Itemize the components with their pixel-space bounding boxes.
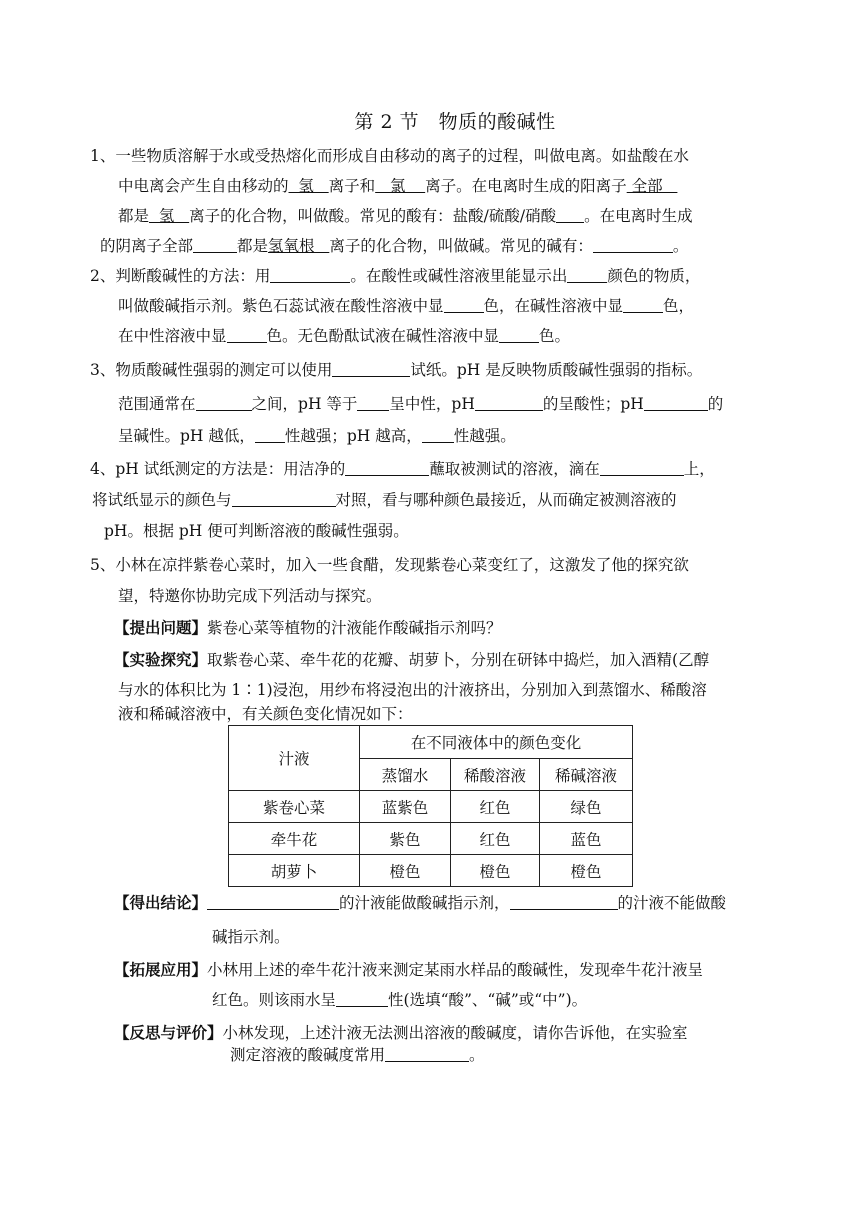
q3-text: 性越强。 [453,427,516,445]
blank[interactable] [345,459,429,476]
table-group-header: 在不同液体中的颜色变化 [360,726,633,759]
q5-text: 紫卷心菜等植物的汁液能作酸碱指示剂吗？ [207,619,502,637]
blank[interactable] [556,206,584,223]
q5-text: 小林用上述的牵牛花汁液来测定某雨水样品的酸碱性，发现牵牛花汁液呈 [207,961,704,979]
q2-text: 色。 [539,327,571,345]
blank[interactable] [644,394,708,411]
blank[interactable] [510,893,618,910]
q5-question-line [114,618,502,638]
q2-text: 叫做酸碱指示剂。紫色石蕊试液在酸性溶液中显 [118,297,444,315]
table-cell: 橙色 [360,855,451,887]
q2-line-2 [118,296,694,316]
q5-conclusion-line-2 [212,927,290,947]
section-tag-application: 【拓展应用】 [114,960,208,979]
q1-text: 1、一些物质溶解于水或受热熔化而形成自由移动的离子的过程，叫做电离。如盐酸在水 [90,147,689,165]
q1-line-2 [118,176,677,196]
table-corner-header: 汁液 [229,726,360,791]
q5-text: 测定溶液的酸碱度常用 [230,1046,386,1064]
table-cell: 紫色 [360,823,451,855]
q3-text: 的呈酸性；pH [542,395,644,413]
q1-text: 中电离会产生自由移动的 [118,177,289,195]
q4-text: 上， [683,460,715,478]
q1-text: 离子。在电离时生成的阳离子 [425,177,627,195]
table-row [229,823,633,855]
q5-text: 性(选填“酸”、“碱”或“中”)。 [388,991,588,1009]
q2-text: 色， [663,297,695,315]
q5-experiment-line-2 [118,680,707,700]
q4-line-2 [92,490,677,510]
blank[interactable] [385,1045,469,1062]
blank[interactable] [227,326,267,343]
q5-experiment-line-3 [118,704,413,724]
q1-line-1 [90,146,689,166]
answer-hydrogen-2: 氢 [149,207,190,225]
q3-text: 的 [707,395,724,413]
q2-text: 色，在碱性溶液中显 [483,297,624,315]
q5-conclusion-line-1 [114,893,726,913]
q5-text: 5、小林在凉拌紫卷心菜时，加入一些食醋，发现紫卷心菜变红了，这激发了他的探究欲 [90,556,689,574]
row-header: 紫卷心菜 [229,791,360,823]
q3-text: 呈中性，pH [389,395,475,413]
blank[interactable] [422,426,454,443]
q4-line-3 [104,521,409,541]
blank[interactable] [357,394,389,411]
table-cell: 红色 [451,791,540,823]
blank[interactable] [332,360,410,377]
answer-all: 全部 [626,177,678,195]
blank[interactable] [193,236,237,253]
q5-reflection-line-2 [230,1045,485,1065]
q2-line-3 [118,326,570,346]
q5-application-line-1 [114,960,703,980]
q5-text: 小林发现，上述汁液无法测出溶液的酸碱度，请你告诉他，在实验室 [222,1024,688,1042]
table-cell: 红色 [451,823,540,855]
blank[interactable] [336,990,388,1007]
q1-text: 都是 [118,207,150,225]
answer-chlorine: 氯 [375,177,426,195]
q3-text: 之间，pH 等于 [251,395,358,413]
q1-text: 离子的化合物，叫做碱。常见的碱有： [329,237,593,255]
row-header: 胡萝卜 [229,855,360,887]
table-header-row [229,726,633,759]
blank[interactable] [444,296,484,313]
q4-text: 将试纸显示的颜色与 [92,491,232,509]
table-cell: 蓝色 [540,823,633,855]
q2-text: 2、判断酸碱性的方法：用 [90,267,271,285]
q5-text: 望，特邀你协助完成下列活动与探究。 [118,587,382,605]
table-cell: 橙色 [540,855,633,887]
q3-line-3 [118,426,516,446]
q3-text: 3、物质酸碱性强弱的测定可以使用 [90,361,333,379]
answer-hydroxide: 氢氧根 [268,237,330,255]
section-tag-experiment: 【实验探究】 [114,650,208,669]
table-row [229,855,633,887]
q1-text: 离子和 [328,177,376,195]
blank[interactable] [475,394,543,411]
q1-text: 离子的化合物，叫做酸。常见的酸有：盐酸/硫酸/硝酸 [189,207,557,225]
q4-text: 4、pH 试纸测定的方法是：用洁净的 [90,460,346,478]
q3-line-1 [90,360,702,380]
blank[interactable] [600,459,684,476]
q4-text: 蘸取被测试的溶液，滴在 [429,460,600,478]
q5-text: 红色。则该雨水呈 [212,991,337,1009]
section-tag-reflection: 【反思与评价】 [114,1023,223,1042]
q2-text: 。在酸性或碱性溶液里能显示出 [350,267,568,285]
blank[interactable] [270,266,350,283]
column-header: 稀酸溶液 [451,759,540,791]
q5-reflection-line-1 [114,1023,688,1043]
blank[interactable] [232,490,336,507]
q5-text: 与水的体积比为 1∶1)浸泡，用纱布将浸泡出的汁液挤出，分别加入到蒸馏水、稀酸溶 [118,681,707,699]
blank[interactable] [567,266,607,283]
q1-text: 。在电离时生成 [584,207,693,225]
section-tag-conclusion: 【得出结论】 [114,893,208,912]
q4-line-1 [90,459,715,479]
q5-line-2 [118,586,382,606]
blank[interactable] [207,893,339,910]
page-title: 第 2 节 物质的酸碱性 [354,111,556,133]
q3-text: 范围通常在 [118,395,196,413]
q2-text: 颜色的物质， [607,267,701,285]
q2-text: 色。无色酚酞试液在碱性溶液中显 [266,327,500,345]
q1-text: 。 [672,237,689,255]
blank[interactable] [623,296,663,313]
q1-text: 都是 [237,237,269,255]
section-tag-ask: 【提出问题】 [114,618,208,637]
q1-line-4 [100,236,688,256]
table-row [229,791,633,823]
blank[interactable] [499,326,539,343]
q5-application-line-2 [212,990,587,1010]
q1-text: 的阴离子全部 [100,237,194,255]
color-change-table [228,725,633,887]
q2-text: 在中性溶液中显 [118,327,227,345]
column-header: 蒸馏水 [360,759,451,791]
column-header: 稀碱溶液 [540,759,633,791]
q3-text: 呈碱性。pH 越低， [118,427,255,445]
blank[interactable] [255,426,285,443]
q5-text: 液和稀碱溶液中，有关颜色变化情况如下： [118,705,413,723]
q5-line-1 [90,555,689,575]
q5-experiment-line-1 [114,650,709,670]
table-cell: 橙色 [451,855,540,887]
q5-text: 。 [469,1046,485,1064]
table-cell: 蓝紫色 [360,791,451,823]
blank[interactable] [196,394,252,411]
q3-line-2 [118,394,723,414]
q5-text: 碱指示剂。 [212,928,290,946]
q3-text: 试纸。pH 是反映物质酸碱性强弱的指标。 [410,361,703,379]
q5-text: 的汁液能做酸碱指示剂， [339,894,510,912]
q1-line-3 [118,206,693,226]
table-cell: 绿色 [540,791,633,823]
row-header: 牵牛花 [229,823,360,855]
q3-text: 性越强；pH 越高， [284,427,422,445]
q2-line-1 [90,266,700,286]
q4-text: 对照，看与哪种颜色最接近，从而确定被测溶液的 [335,491,677,509]
blank[interactable] [593,236,673,253]
answer-hydrogen: 氢 [288,177,329,195]
q5-text: 取紫卷心菜、牵牛花的花瓣、胡萝卜，分别在研钵中捣烂，加入酒精(乙醇 [207,651,710,669]
q5-text: 的汁液不能做酸 [617,894,727,912]
q4-text: pH。根据 pH 便可判断溶液的酸碱性强弱。 [104,522,409,540]
